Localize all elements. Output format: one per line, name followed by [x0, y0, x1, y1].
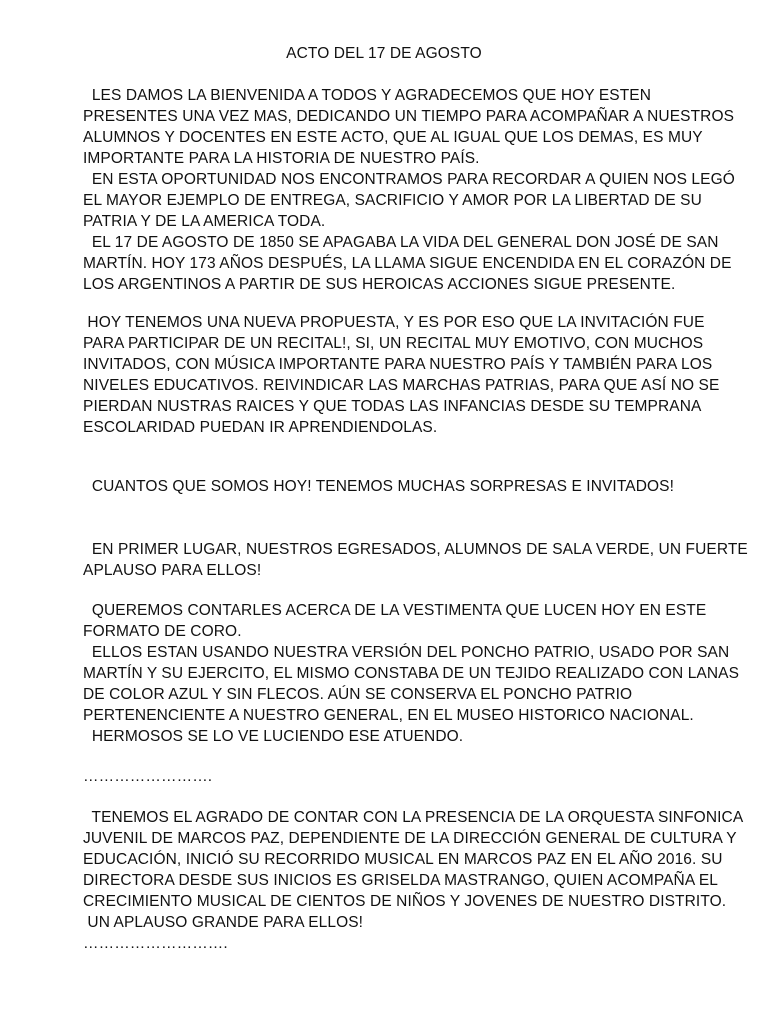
paragraph-line: HOY TENEMOS UNA NUEVA PROPUESTA, Y ES POR ESO QUE LA INVITACIÓN FUE	[83, 314, 705, 331]
paragraph-line: UN APLAUSO GRANDE PARA ELLOS!	[83, 914, 364, 931]
paragraph-line: MARTÍN Y SU EJERCITO, EL MISMO CONSTABA DE UN TEJIDO REALIZADO CON LANAS	[83, 665, 740, 682]
paragraph-line: PIERDAN NUSTRAS RAICES Y QUE TODAS LAS INFANCIAS DESDE SU TEMPRANA	[83, 398, 702, 415]
paragraph-line: EL 17 DE AGOSTO DE 1850 SE APAGABA LA VIDA DEL GENERAL DON JOSÉ DE SAN	[83, 234, 719, 251]
paragraph-poncho	[83, 600, 740, 747]
paragraph-line: CRECIMIENTO MUSICAL DE CIENTOS DE NIÑOS Y JOVENES DE NUESTRO DISTRITO.	[83, 893, 727, 910]
paragraph-line: PERTENENCIENTE A NUESTRO GENERAL, EN EL MUSEO HISTORICO NACIONAL.	[83, 707, 694, 724]
paragraph-line: EN PRIMER LUGAR, NUESTROS EGRESADOS, ALUMNOS DE SALA VERDE, UN FUERTE	[83, 541, 748, 558]
paragraph-line: PRESENTES UNA VEZ MAS, DEDICANDO UN TIEMPO PARA ACOMPAÑAR A NUESTROS	[83, 108, 735, 125]
separator-line: ……………………….	[83, 935, 228, 952]
paragraph-line: ALUMNOS Y DOCENTES EN ESTE ACTO, QUE AL IGUAL QUE LOS DEMAS, ES MUY	[83, 129, 703, 146]
paragraph-line: EN ESTA OPORTUNIDAD NOS ENCONTRAMOS PARA RECORDAR A QUIEN NOS LEGÓ	[83, 171, 735, 188]
paragraph-line: EDUCACIÓN, INICIÓ SU RECORRIDO MUSICAL EN MARCOS PAZ EN EL AÑO 2016. SU	[83, 851, 723, 868]
paragraph-line: LOS ARGENTINOS A PARTIR DE SUS HEROICAS ACCIONES SIGUE PRESENTE.	[83, 276, 676, 293]
paragraph-line: PATRIA Y DE LA AMERICA TODA.	[83, 213, 326, 230]
paragraph-line: INVITADOS, CON MÚSICA IMPORTANTE PARA NUESTRO PAÍS Y TAMBIÉN PARA LOS	[83, 356, 713, 373]
paragraph-line: TENEMOS EL AGRADO DE CONTAR CON LA PRESENCIA DE LA ORQUESTA SINFONICA	[83, 809, 744, 826]
paragraph-line: DIRECTORA DESDE SUS INICIOS ES GRISELDA MASTRANGO, QUIEN ACOMPAÑA EL	[83, 872, 718, 889]
paragraph-line: DE COLOR AZUL Y SIN FLECOS. AÚN SE CONSERVA EL PONCHO PATRIO	[83, 686, 633, 703]
separator-dots	[83, 766, 723, 787]
paragraph-graduates	[83, 539, 748, 581]
paragraph-line: HERMOSOS SE LO VE LUCIENDO ESE ATUENDO.	[83, 728, 464, 745]
paragraph-line: ELLOS ESTAN USANDO NUESTRA VERSIÓN DEL PONCHO PATRIO, USADO POR SAN	[83, 644, 730, 661]
paragraph-line: CUANTOS QUE SOMOS HOY! TENEMOS MUCHAS SORPRESAS E INVITADOS!	[83, 478, 674, 495]
paragraph-line: QUEREMOS CONTARLES ACERCA DE LA VESTIMENTA QUE LUCEN HOY EN ESTE	[83, 602, 707, 619]
paragraph-line: LES DAMOS LA BIENVENIDA A TODOS Y AGRADECEMOS QUE HOY ESTEN	[83, 87, 652, 104]
paragraph-proposal	[83, 312, 723, 438]
paragraph-line: ESCOLARIDAD PUEDAN IR APRENDIENDOLAS.	[83, 419, 438, 436]
paragraph-line: FORMATO DE CORO.	[83, 623, 242, 640]
separator-line: …………………….	[83, 768, 213, 785]
paragraph-surprises	[83, 476, 723, 497]
paragraph-line: MARTÍN. HOY 173 AÑOS DESPUÉS, LA LLAMA SIGUE ENCENDIDA EN EL CORAZÓN DE	[83, 255, 732, 272]
paragraph-line: NIVELES EDUCATIVOS. REIVINDICAR LAS MARCHAS PATRIAS, PARA QUE ASÍ NO SE	[83, 377, 720, 394]
document-title: ACTO DEL 17 DE AGOSTO	[286, 45, 482, 62]
paragraph-orchestra	[83, 807, 744, 954]
paragraph-line: PARA PARTICIPAR DE UN RECITAL!, SI, UN RECITAL MUY EMOTIVO, CON MUCHOS	[83, 335, 704, 352]
paragraph-line: IMPORTANTE PARA LA HISTORIA DE NUESTRO PAÍS.	[83, 150, 480, 167]
paragraph-line: EL MAYOR EJEMPLO DE ENTREGA, SACRIFICIO Y AMOR POR LA LIBERTAD DE SU	[83, 192, 702, 209]
paragraph-line: APLAUSO PARA ELLOS!	[83, 562, 262, 579]
paragraph-welcome	[83, 85, 735, 295]
paragraph-line: JUVENIL DE MARCOS PAZ, DEPENDIENTE DE LA DIRECCIÓN GENERAL DE CULTURA Y	[83, 830, 737, 847]
